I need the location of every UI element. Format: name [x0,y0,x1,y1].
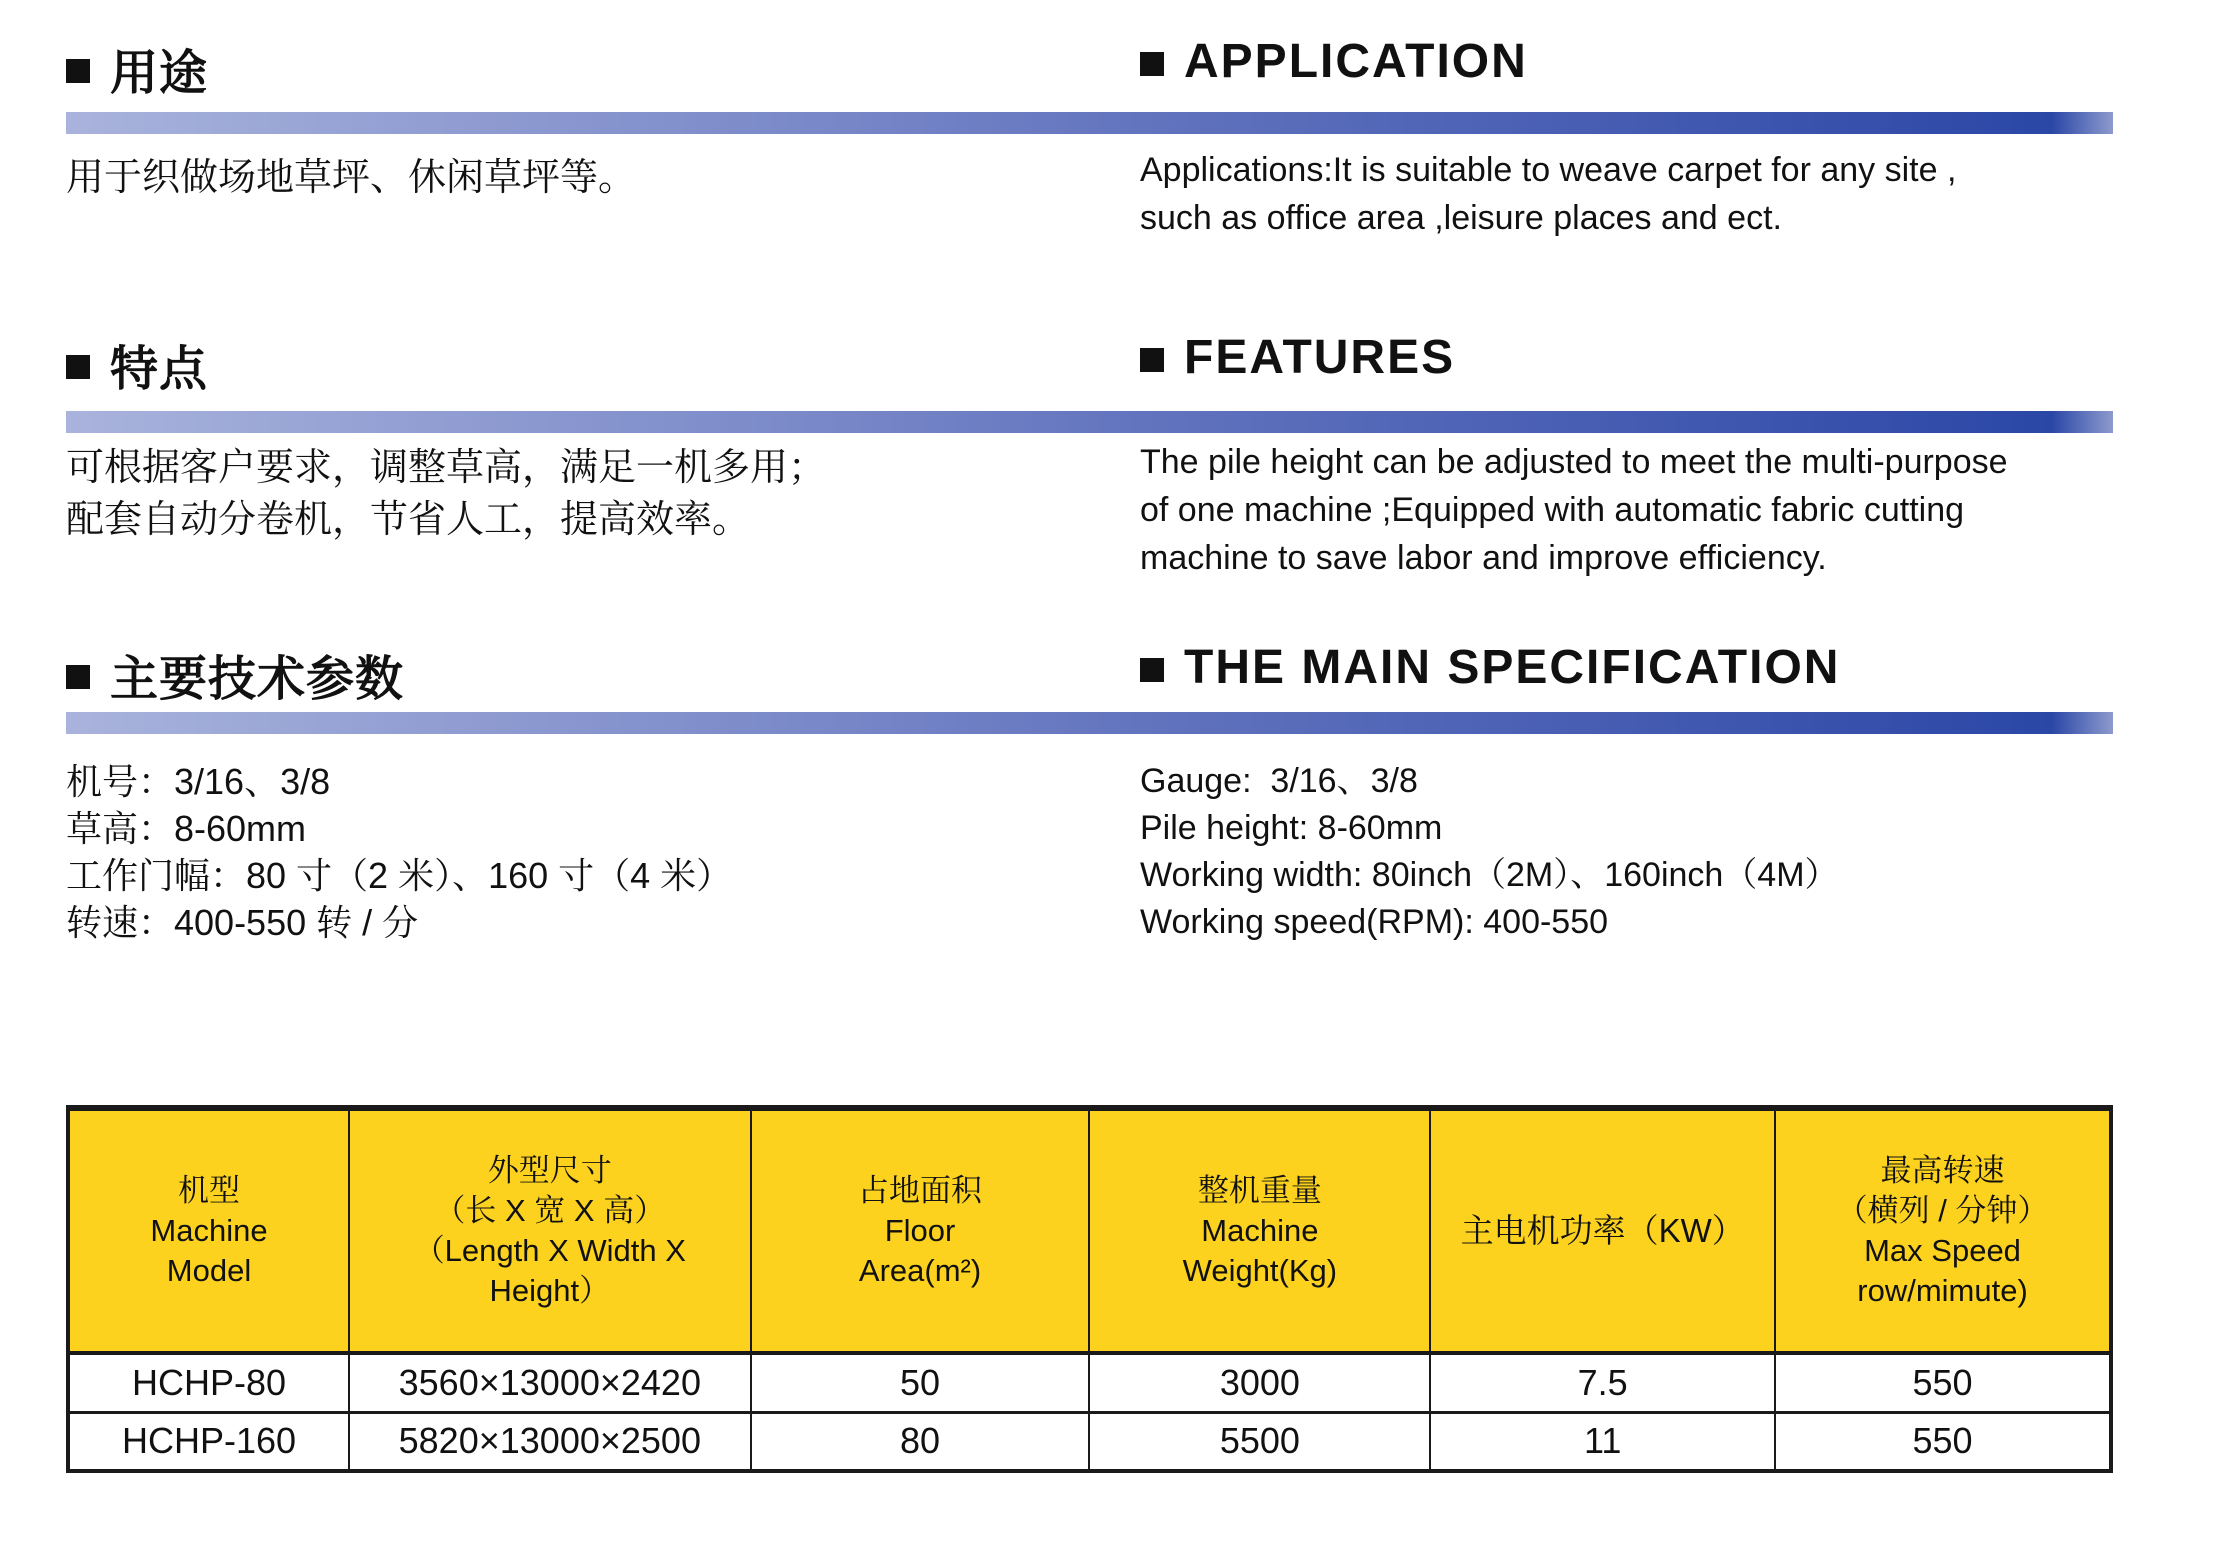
header-line: row/mimute) [1857,1273,2028,1308]
section-divider-bar [66,411,2113,433]
section-title-text: THE MAIN SPECIFICATION [1184,641,1841,694]
table-cell: 80 [751,1412,1090,1471]
table-cell: 3560×13000×2420 [349,1353,751,1412]
spec-table [66,1105,2113,1473]
section-divider-bar [66,712,2113,734]
text-line: 机号：3/16、3/8 [66,761,331,802]
text-line: such as office area ,leisure places and ect. [1140,199,1782,237]
table-cell: 550 [1775,1353,2111,1412]
specs-body-zh [66,758,732,946]
header-line: 整机重量 [1197,1173,1322,1208]
table-cell: 550 [1775,1412,2111,1471]
header-line: Weight(Kg) [1182,1253,1338,1288]
features-body-en [1140,438,2008,582]
text-line: The pile height can be adjusted to meet the multi-purpose [1140,443,2008,481]
header-line: Machine [1201,1213,1319,1248]
header-line: Floor [884,1213,956,1248]
table-row-hchp-160 [68,1412,2111,1471]
header-line: 主电机功率（KW） [1460,1212,1745,1249]
header-line: 外型尺寸 [487,1153,612,1188]
header-line: Area(m²) [858,1253,982,1288]
text-line: Applications:It is suitable to weave carpet for any site , [1140,151,1957,189]
header-line: Machine [150,1213,268,1248]
section-title-specs-zh [66,640,404,709]
header-cell-dimensions [349,1108,751,1353]
text-line: machine to save labor and improve efficiency. [1140,539,1827,577]
square-bullet-icon [1140,658,1164,682]
header-cell-motor-power [1430,1108,1775,1353]
text-line: Pile height: 8-60mm [1140,809,1443,847]
table-cell: 5500 [1089,1412,1430,1471]
section-title-text: 用途 [110,47,209,100]
table-cell: 5820×13000×2500 [349,1412,751,1471]
text-line: 可根据客户要求，调整草高，满足一机多用； [66,447,827,489]
text-line: 配套自动分卷机，节省人工，提高效率。 [66,499,751,541]
text-line: of one machine ;Equipped with automatic fabric cutting [1140,491,1965,529]
section-title-text: 特点 [110,343,209,396]
square-bullet-icon [1140,348,1164,372]
table-cell: 50 [751,1353,1090,1412]
section-title-text: 主要技术参数 [110,653,405,706]
application-body-en [1140,146,1956,242]
header-line: 机型 [178,1173,240,1208]
header-line: （长 X 宽 X 高） [434,1193,666,1228]
spec-table-header-row [68,1108,2111,1353]
table-row-hchp-80 [68,1353,2111,1412]
header-cell-max-speed [1775,1108,2111,1353]
text-line: Working speed(RPM): 400-550 [1140,903,1609,941]
section-title-features-zh [66,330,208,399]
table-cell: 11 [1430,1412,1775,1471]
features-body-zh [66,442,826,546]
text-line: Working width: 80inch（2M）、160inch（4M） [1140,856,1839,894]
header-line: Model [166,1253,252,1288]
table-cell: HCHP-80 [68,1353,349,1412]
header-line: Height） [489,1273,611,1308]
usage-body-zh [66,152,636,204]
section-title-text: FEATURES [1184,331,1456,384]
header-cell-machine-model [68,1108,349,1353]
square-bullet-icon [66,59,90,83]
text-line: Gauge: 3/16、3/8 [1140,762,1418,800]
section-divider-bar [66,112,2113,134]
header-line: （横列 / 分钟） [1836,1193,2049,1228]
header-line: Max Speed [1864,1233,2021,1268]
square-bullet-icon [66,355,90,379]
section-title-features-en [1140,330,1455,385]
text-line: 用于织做场地草坪、休闲草坪等。 [66,157,637,199]
section-title-usage-zh [66,34,208,103]
header-line: （Length X Width X [413,1233,686,1268]
table-cell: HCHP-160 [68,1412,349,1471]
text-line: 工作门幅：80 寸（2 米）、160 寸（4 米） [66,855,733,896]
text-line: 转速：400-550 转 / 分 [66,902,419,943]
text-line: 草高：8-60mm [66,808,307,849]
header-cell-machine-weight [1089,1108,1430,1353]
specs-body-en [1140,758,1839,946]
header-line: 最高转速 [1880,1153,2005,1188]
table-cell: 3000 [1089,1353,1430,1412]
square-bullet-icon [66,665,90,689]
section-title-application-en [1140,34,1528,89]
header-cell-floor-area [751,1108,1090,1353]
header-line: 占地面积 [858,1173,983,1208]
table-cell: 7.5 [1430,1353,1775,1412]
square-bullet-icon [1140,52,1164,76]
section-title-specs-en [1140,640,1840,695]
section-title-text: APPLICATION [1184,35,1528,88]
